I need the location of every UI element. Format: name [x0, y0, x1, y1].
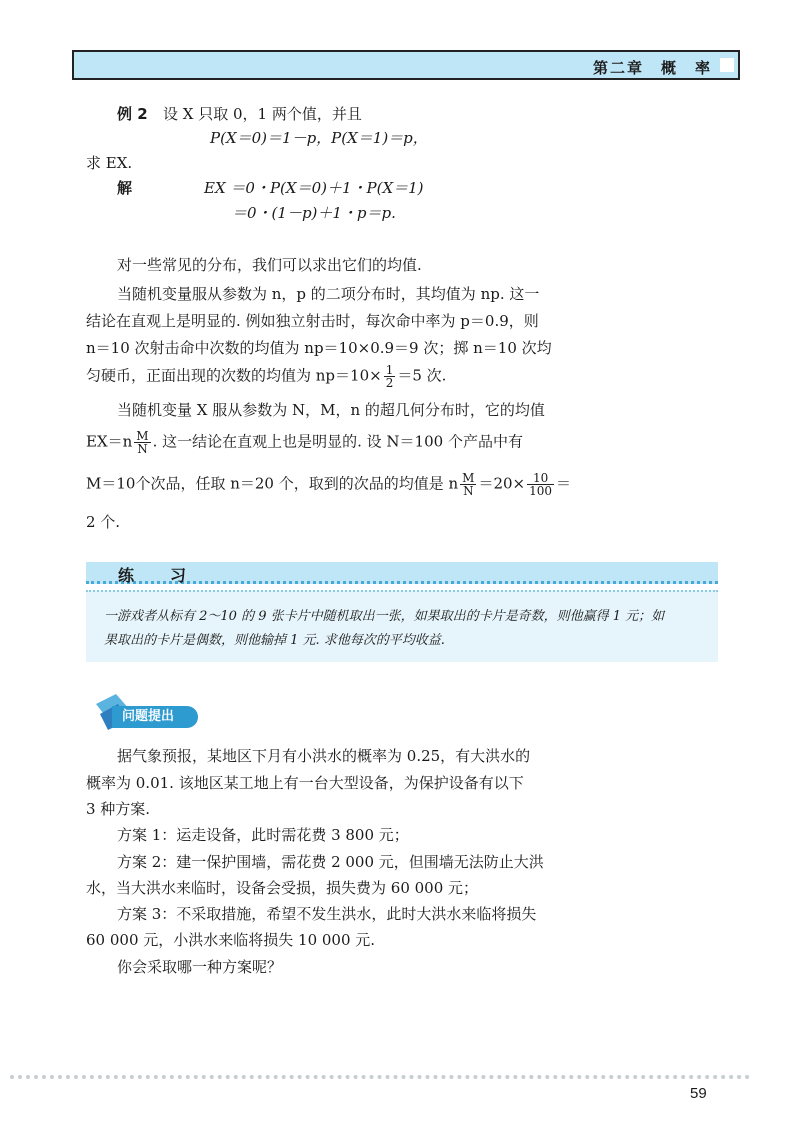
problem-line-5: 方案 2：建一保护围墙，需花费 2 000 元，但围墙无法防止大洪 [117, 853, 544, 871]
page-number: 59 [690, 1085, 707, 1102]
exercise-title: 练 习 [118, 566, 197, 585]
solution-line-1: EX ＝0・P(X＝0)＋1・P(X＝1) [204, 179, 424, 197]
fraction-m-over-n: $\frac{M}{N}$ [136, 429, 149, 456]
example-label: 例 2 [117, 105, 148, 123]
problem-line-2: 概率为 0.01. 该地区某工地上有一台大型设备，为保护设备有以下 [86, 774, 524, 792]
fraction-one-half: $\frac{1}{2}$ [385, 363, 394, 390]
exercise-line-1: 一游戏者从标有 2～10 的 9 张卡片中随机取出一张，如果取出的卡片是奇数，则他赢得 1 元；如 [104, 609, 665, 624]
problem-tag: 问题提出 [112, 706, 198, 728]
paragraph-3-line-3: M＝10个次品，任取 n＝20 个，取到的次品的均值是 n $\frac{M}{N}$ ＝20× $\frac{10}{100}$ ＝ [86, 471, 572, 498]
chapter-corner-box [720, 58, 734, 72]
problem-line-3: 3 种方案. [86, 800, 151, 818]
paragraph-3-line-4: 2 个. [86, 513, 121, 531]
paragraph-3-line-1: 当随机变量 X 服从参数为 N，M，n 的超几何分布时，它的均值 [117, 401, 545, 419]
example-line-2: P(X＝0)＝1－p，P(X＝1)＝p， [210, 129, 428, 147]
solution-line-2: ＝0・(1－p)＋1・p＝p. [232, 204, 396, 222]
paragraph-2-line-3: n＝10 次射击命中次数的均值为 np＝10×0.9＝9 次；掷 n＝10 次均 [86, 339, 552, 357]
chapter-title: 第二章 概 率 [592, 59, 712, 77]
fraction-10-over-100: $\frac{10}{100}$ [529, 471, 553, 498]
example-line-1: 设 X 只取 0，1 两个值，并且 [163, 105, 362, 123]
footer-dotted-rule [10, 1075, 750, 1079]
exercise-line-2: 果取出的卡片是偶数，则他输掉 1 元. 求他每次的平均收益. [104, 633, 445, 648]
chapter-header-bar [72, 50, 740, 80]
problem-line-8: 60 000 元，小洪水来临将损失 10 000 元. [86, 931, 376, 949]
problem-line-9: 你会采取哪一种方案呢？ [117, 958, 283, 976]
problem-line-7: 方案 3：不采取措施，希望不发生洪水，此时大洪水来临将损失 [117, 905, 537, 923]
problem-line-4: 方案 1：运走设备，此时需花费 3 800 元； [117, 826, 409, 844]
solution-label: 解 [117, 179, 133, 197]
example-line-3: 求 EX. [86, 154, 133, 172]
exercise-header [86, 562, 718, 584]
problem-line-1: 据气象预报，某地区下月有小洪水的概率为 0.25，有大洪水的 [117, 747, 531, 765]
problem-line-6: 水，当大洪水来临时，设备会受损，损失费为 60 000 元； [86, 879, 479, 897]
paragraph-3-line-2: EX＝n $\frac{M}{N}$ . 这一结论在直观上也是明显的. 设 N＝100 个产品中有 [86, 429, 523, 456]
paragraph-2-line-4: 匀硬币，正面出现的次数的均值为 np＝10× $\frac{1}{2}$ ＝5 次. [86, 363, 447, 390]
fraction-m-over-n-2: $\frac{M}{N}$ [462, 471, 475, 498]
paragraph-2-line-2: 结论在直观上是明显的. 例如独立射击时，每次命中率为 p＝0.9，则 [86, 312, 539, 330]
paragraph-1: 对一些常见的分布，我们可以求出它们的均值. [117, 256, 422, 274]
exercise-box [86, 590, 718, 662]
paragraph-2-line-1: 当随机变量服从参数为 n，p 的二项分布时，其均值为 np. 这一 [117, 285, 540, 303]
